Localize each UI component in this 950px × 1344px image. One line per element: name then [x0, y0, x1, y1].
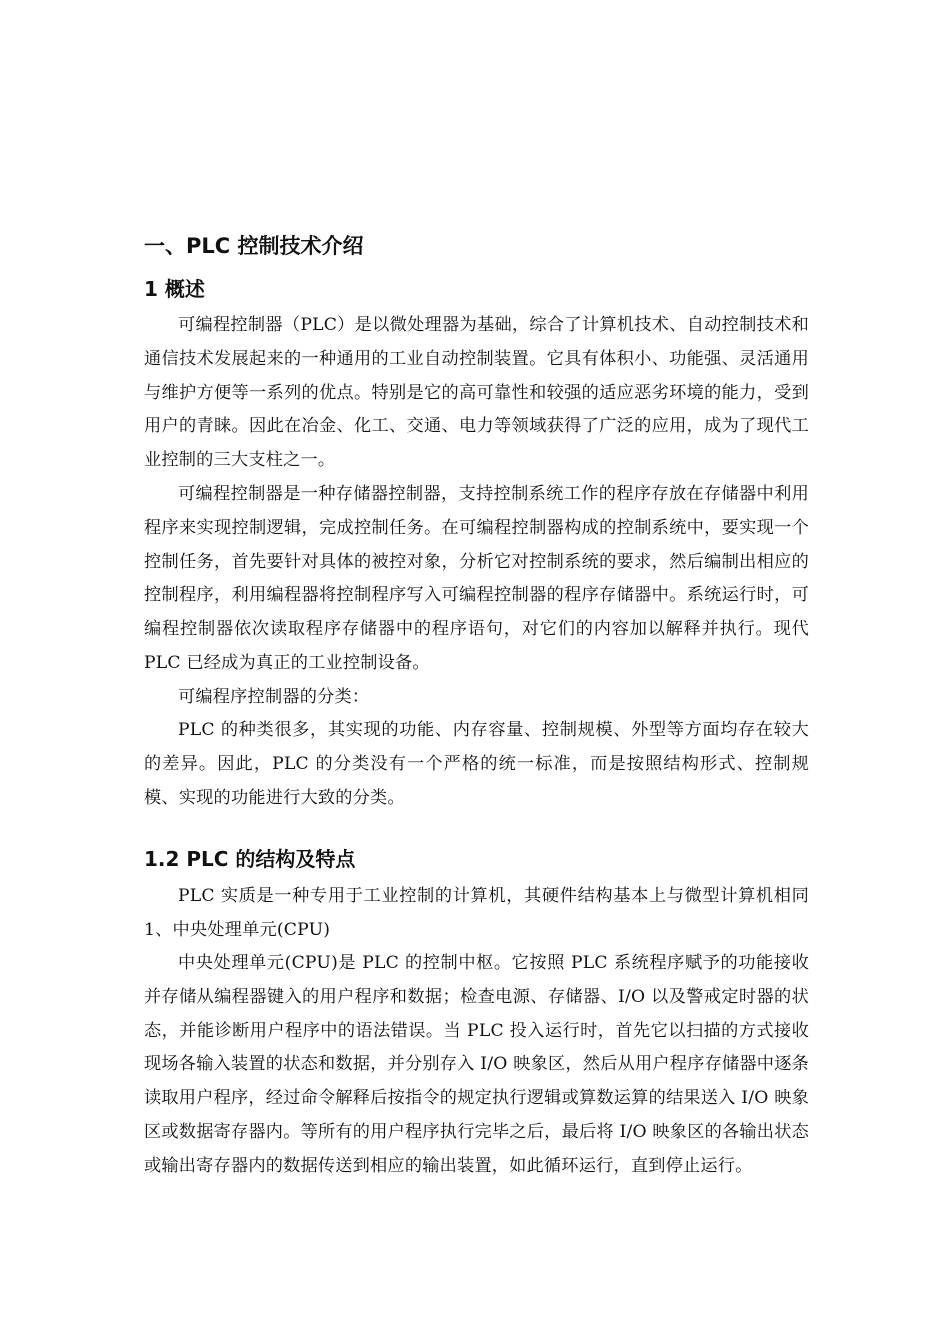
paragraph-plc-memory-controller: 可编程控制器是一种存储器控制器，支持控制系统工作的程序存放在存储器中利用程序来实现控制逻辑，完成控制任务。在可编程控制器构成的控制系统中，要实现一个控制任务，首先要针对具体的被控对象，分析它对控制系统的要求，然后编制出相应的控制程序，利用编程器将控制程序写入可编程控制器的程序存储器中。系统运行时，可编程控制器依次读取程序存储器中的程序语句，对它们的内容加以解释并执行。现代 PLC 已经成为真正的工业控制设备。 [144, 484, 809, 673]
paragraph-plc-introduction: 可编程控制器（PLC）是以微处理器为基础，综合了计算机技术、自动控制技术和通信技术发展起来的一种通用的工业自动控制装置。它具有体积小、功能强、灵活通用与维护方便等一系列的优点。特别是它的高可靠性和较强的适应恶劣环境的能力，受到用户的青睐。因此在冶金、化工、交通、电力等领域获得了广泛的应用，成为了现代工业控制的三大支柱之一。 [144, 315, 809, 471]
paragraph-plc-classification: PLC 的种类很多，其实现的功能、内存容量、控制规模、外型等方面均存在较大的差异。因此，PLC 的分类没有一个严格的统一标准，而是按照结构形式、控制规模、实现的功能进行大致的分类。 [144, 720, 809, 808]
paragraph-plc-classification-title: 可编程序控制器的分类： [178, 687, 370, 707]
subsection-heading-overview: 1 概述 [144, 277, 205, 301]
section-title: 一、PLC 控制技术介绍 [144, 234, 364, 258]
subsection-heading-structure: 1.2 PLC 的结构及特点 [144, 847, 356, 871]
paragraph-cpu-description: 中央处理单元(CPU)是 PLC 的控制中枢。它按照 PLC 系统程序赋予的功能接收并存储从编程器键入的用户程序和数据；检查电源、存储器、I/O 以及警戒定时器的状态，并能诊断用户程序中的语法错误。当 PLC 投入运行时，首先它以扫描的方式接收现场各输入装置的状态和数据，并分别存入 I/O 映象区，然后从用户程序存储器中逐条读取用户程序，经过命令解释后按指令的规定执行逻辑或算数运算的结果送入 I/O 映象区或数据寄存器内。等所有的用户程序执行完毕之后，最后将 I/O 映象区的各输出状态或输出寄存器内的数据传送到相应的输出装置，如此循环运行，直到停止运行。 [144, 953, 809, 1176]
paragraph-plc-hardware: PLC 实质是一种专用于工业控制的计算机，其硬件结构基本上与微型计算机相同 1、中央处理单元(CPU) [144, 886, 809, 940]
